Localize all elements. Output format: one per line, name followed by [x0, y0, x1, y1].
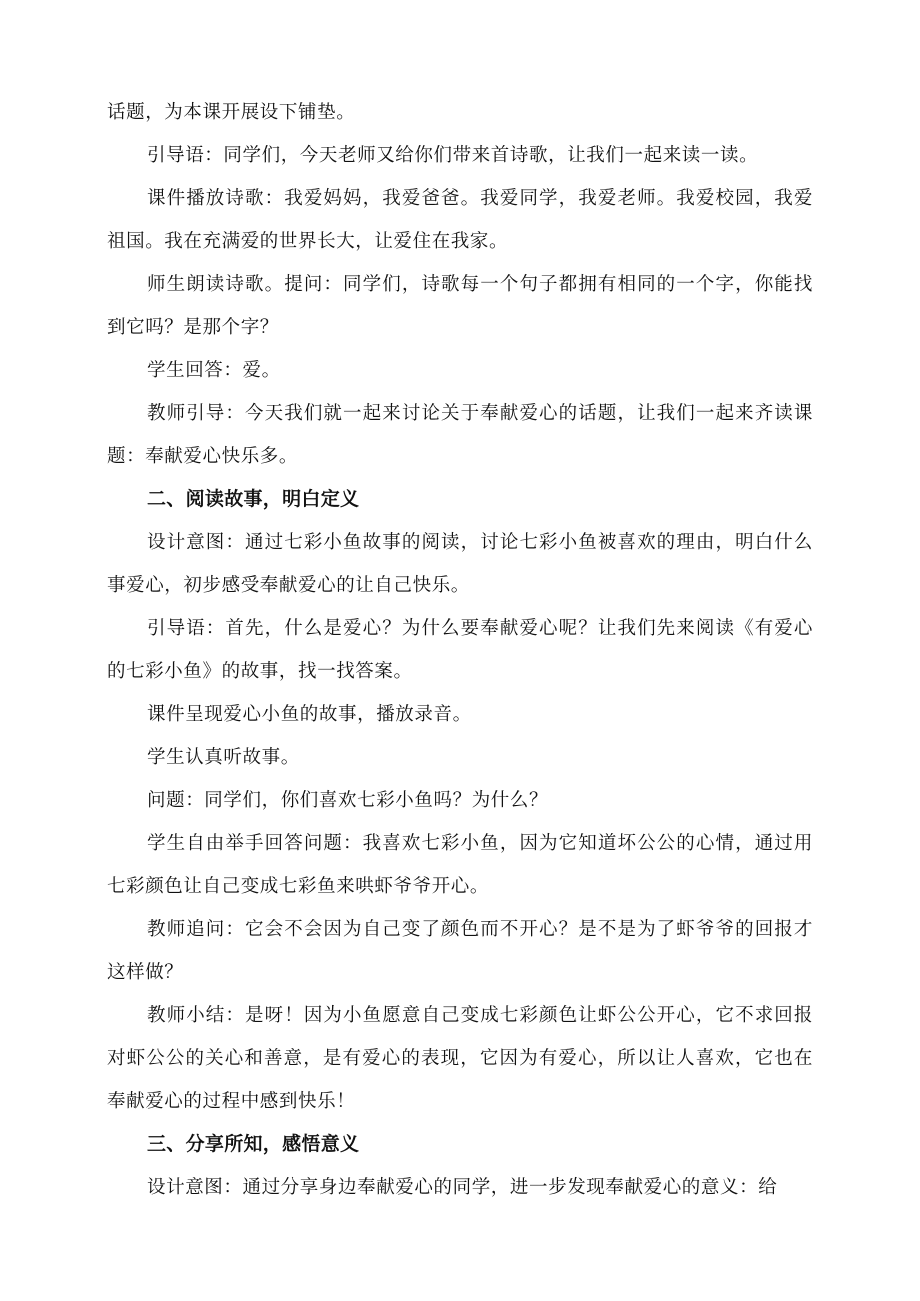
paragraph: 学生回答：爱。 [147, 360, 281, 381]
paragraph: 教师引导：今天我们就一起来讨论关于奉献爱心的话题，让我们一起来齐读课题：奉献爱心快乐多。 [107, 403, 813, 467]
paragraph: 设计意图：通过七彩小鱼故事的阅读，讨论七彩小鱼被喜欢的理由，明白什么事爱心，初步感受奉献爱心的让自己快乐。 [107, 532, 813, 596]
paragraph: 教师追问：它会不会因为自己变了颜色而不开心？是不是为了虾爷爷的回报才这样做？ [107, 919, 813, 983]
document-body [107, 91, 813, 1209]
paragraph: 学生自由举手回答问题：我喜欢七彩小鱼，因为它知道坏公公的心情，通过用七彩颜色让自己变成七彩鱼来哄虾爷爷开心。 [107, 833, 813, 897]
paragraph: 教师小结：是呀！因为小鱼愿意自己变成七彩颜色让虾公公开心，它不求回报对虾公公的关心和善意，是有爱心的表现，它因为有爱心，所以让人喜欢，它也在奉献爱心的过程中感到快乐！ [107, 1005, 813, 1112]
section-heading: 三、分享所知，感悟意义 [147, 1133, 360, 1155]
paragraph: 问题：同学们，你们喜欢七彩小鱼吗？为什么？ [147, 790, 549, 811]
paragraph: 课件播放诗歌：我爱妈妈，我爱爸爸。我爱同学，我爱老师。我爱校园，我爱祖国。我在充满爱的世界长大，让爱住在我家。 [107, 188, 813, 252]
paragraph: 学生认真听故事。 [147, 747, 300, 768]
paragraph: 师生朗读诗歌。提问：同学们，诗歌每一个句子都拥有相同的一个字，你能找到它吗？是那个字？ [107, 274, 813, 338]
section-heading: 二、阅读故事，明白定义 [147, 488, 360, 510]
paragraph: 设计意图：通过分享身边奉献爱心的同学，进一步发现奉献爱心的意义：给 [147, 1177, 778, 1198]
paragraph: 话题，为本课开展设下铺垫。 [107, 102, 356, 123]
paragraph: 引导语：首先，什么是爱心？为什么要奉献爱心呢？让我们先来阅读《有爱心的七彩小鱼》的故事，找一找答案。 [107, 618, 813, 682]
paragraph: 引导语：同学们，今天老师又给你们带来首诗歌，让我们一起来读一读。 [147, 145, 759, 166]
paragraph: 课件呈现爱心小鱼的故事，播放录音。 [147, 704, 472, 725]
